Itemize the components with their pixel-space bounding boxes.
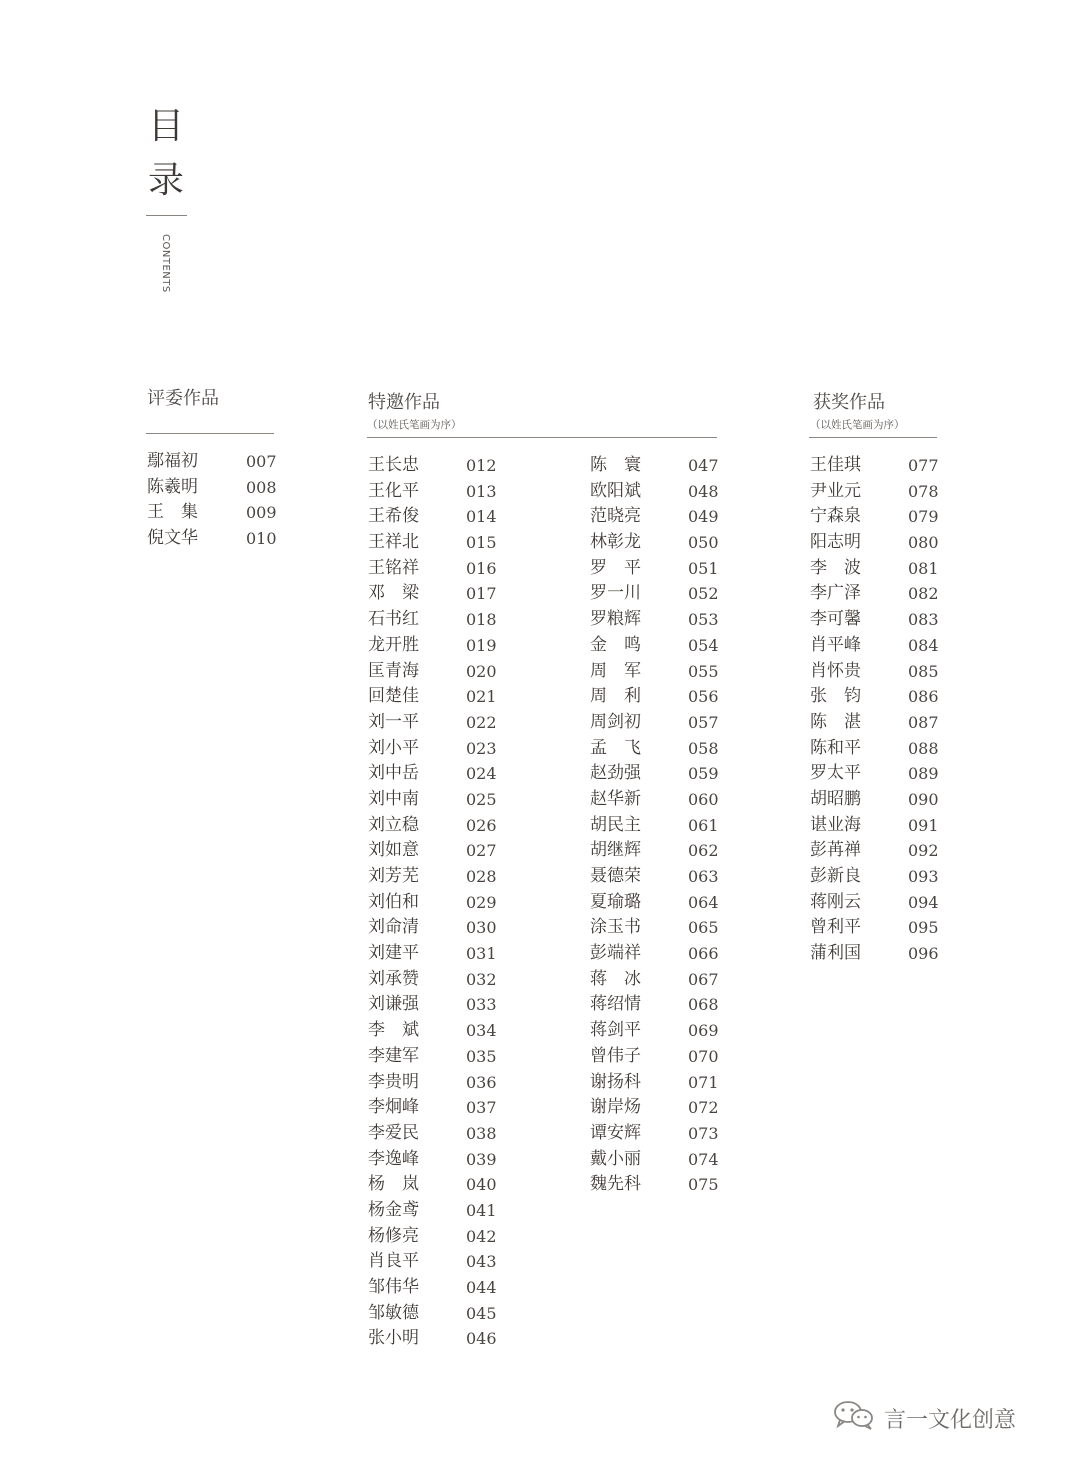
toc-entry [590,736,725,762]
toc-title-char: 录 [147,160,184,201]
wechat-icon [832,1399,876,1437]
entry-name: 尹业元 [810,480,861,501]
entry-page-number: 041 [466,1200,497,1220]
toc-entry [368,787,503,813]
entry-name: 刘命清 [368,917,419,938]
entry-page-number: 064 [688,892,719,912]
entry-page-number: 031 [466,944,497,964]
toc-entry [810,530,945,556]
entry-name: 王佳琪 [810,455,861,475]
entry-name: 罗太平 [810,763,861,784]
entry-page-number: 018 [466,610,497,630]
section-title-judges: 评委作品 [147,388,219,409]
toc-entry [368,813,503,839]
entry-name: 回楚佳 [368,686,419,707]
entry-page-number: 066 [688,944,719,964]
toc-entry [810,890,945,916]
toc-entry [810,607,945,633]
entry-name: 宁森泉 [810,506,861,527]
toc-entry [368,1070,503,1096]
toc-entry [810,761,945,787]
entry-page-number: 069 [688,1021,719,1041]
entry-name: 曾伟子 [590,1045,641,1066]
entry-page-number: 096 [908,944,939,964]
toc-entry [368,1147,503,1173]
toc-entry [368,1301,503,1327]
entry-name: 王长忠 [368,455,419,475]
entry-page-number: 079 [908,507,939,527]
entry-page-number: 092 [908,841,939,861]
entry-name: 周 利 [590,686,641,707]
toc-entry [810,864,945,890]
entry-name: 刘中南 [368,788,419,809]
entry-page-number: 058 [688,738,719,758]
entry-page-number: 045 [466,1303,497,1323]
entry-page-number: 049 [688,507,719,527]
toc-entry [368,1224,503,1250]
entry-page-number: 070 [688,1046,719,1066]
entry-page-number: 008 [246,477,277,497]
toc-entry [590,479,725,505]
entry-name: 阳志明 [810,532,861,553]
entry-page-number: 013 [466,481,497,501]
entry-name: 谢扬科 [590,1071,641,1092]
entry-name: 刘一平 [368,711,419,732]
entry-page-number: 060 [688,789,719,809]
entry-name: 肖平峰 [810,634,861,655]
entry-page-number: 059 [688,764,719,784]
entry-page-number: 052 [688,584,719,604]
entry-page-number: 081 [908,558,939,578]
entry-page-number: 046 [466,1329,497,1349]
toc-entry [368,581,503,607]
toc-entry [810,915,945,941]
entry-name: 蒋剑平 [590,1020,641,1041]
entry-page-number: 082 [908,584,939,604]
toc-entry [590,864,725,890]
toc-entry [368,607,503,633]
entry-page-number: 083 [908,610,939,630]
entry-name: 石书红 [368,609,419,630]
toc-entry [590,556,725,582]
entry-name: 李 波 [810,557,861,578]
entry-page-number: 012 [466,456,497,475]
awards-list [810,453,945,967]
entry-name: 赵劲强 [590,763,641,784]
entry-name: 王祥北 [368,532,419,553]
entry-name: 倪文华 [147,528,198,549]
entry-page-number: 095 [908,918,939,938]
entry-page-number: 091 [908,815,939,835]
entry-name: 曾利平 [810,917,861,938]
entry-page-number: 036 [466,1072,497,1092]
toc-entry [368,530,503,556]
entry-page-number: 055 [688,661,719,681]
entry-name: 邹敏德 [368,1302,419,1323]
entry-page-number: 021 [466,687,497,707]
entry-name: 李爱民 [368,1122,419,1143]
judges-list [147,449,282,552]
entry-page-number: 032 [466,969,497,989]
toc-entry [590,838,725,864]
toc-entry [590,1147,725,1173]
entry-name: 彭新良 [810,866,861,886]
entry-name: 李可馨 [810,609,861,630]
toc-entry [590,684,725,710]
entry-name: 李逸峰 [368,1148,419,1169]
toc-entry [368,1326,503,1352]
entry-page-number: 063 [688,867,719,886]
entry-page-number: 080 [908,533,939,553]
entry-page-number: 029 [466,892,497,912]
entry-page-number: 047 [688,456,719,475]
entry-name: 蒲利国 [810,943,861,964]
toc-entry [368,890,503,916]
entry-name: 谢岸炀 [590,1097,641,1118]
toc-entry [810,453,945,479]
entry-name: 聂德荣 [590,866,641,886]
toc-entry [368,659,503,685]
toc-entry [810,504,945,530]
entry-page-number: 073 [688,1123,719,1143]
watermark [832,1400,1016,1436]
toc-entry [147,500,282,526]
toc-entry [810,838,945,864]
toc-entry [810,941,945,967]
entry-page-number: 078 [908,481,939,501]
toc-entry [590,504,725,530]
toc-entry [590,1018,725,1044]
toc-entry [810,556,945,582]
toc-entry [590,813,725,839]
toc-entry [368,1095,503,1121]
section-title-awards: 获奖作品 [813,392,885,413]
entry-page-number: 065 [688,918,719,938]
toc-entry [368,1018,503,1044]
entry-name: 陈 湛 [810,711,861,732]
entry-page-number: 061 [688,815,719,835]
entry-page-number: 028 [466,867,497,886]
toc-entry [590,1070,725,1096]
entry-name: 胡昭鹏 [810,788,861,809]
entry-name: 蒋绍情 [590,994,641,1015]
entry-name: 刘建平 [368,943,419,964]
toc-entry [590,1095,725,1121]
entry-name: 涂玉书 [590,917,641,938]
entry-page-number: 084 [908,635,939,655]
entry-name: 杨 岚 [368,1174,419,1195]
entry-name: 李建军 [368,1045,419,1066]
entry-name: 刘伯和 [368,891,419,912]
entry-page-number: 053 [688,610,719,630]
toc-entry [368,967,503,993]
toc-entry [590,607,725,633]
entry-name: 陈和平 [810,737,861,758]
entry-name: 范晓亮 [590,506,641,527]
toc-entry [590,633,725,659]
entry-name: 肖怀贵 [810,660,861,681]
entry-page-number: 034 [466,1021,497,1041]
toc-entry [147,526,282,552]
toc-entry [590,530,725,556]
entry-name: 鄢福初 [147,451,198,471]
entry-page-number: 033 [466,995,497,1015]
entry-name: 胡继辉 [590,840,641,861]
entry-name: 邹伟华 [368,1277,419,1297]
entry-page-number: 056 [688,687,719,707]
toc-entry [590,581,725,607]
toc-entry [368,1044,503,1070]
entry-page-number: 043 [466,1252,497,1272]
entry-name: 李 斌 [368,1020,419,1041]
entry-name: 金 鸣 [590,634,641,655]
toc-entry [590,787,725,813]
entry-name: 刘芳芜 [368,866,419,886]
toc-entry [810,710,945,736]
entry-page-number: 022 [466,712,497,732]
watermark-text: 言一文化创意 [884,1407,1017,1433]
toc-entry [368,864,503,890]
toc-entry [810,581,945,607]
entry-name: 孟 飞 [590,737,641,758]
toc-entry [368,710,503,736]
entry-page-number: 074 [688,1149,719,1169]
toc-entry [590,710,725,736]
toc-entry [147,449,282,475]
entry-page-number: 016 [466,558,497,578]
entry-page-number: 035 [466,1046,497,1066]
entry-name: 陈羲明 [147,476,198,497]
entry-page-number: 015 [466,533,497,553]
toc-entry [590,992,725,1018]
toc-entry [590,1121,725,1147]
toc-entry [368,1275,503,1301]
contents-label: CONTENTS [160,234,171,293]
section-note-awards: （以姓氏笔画为序） [810,419,905,431]
entry-page-number: 093 [908,867,939,886]
toc-entry [368,838,503,864]
entry-page-number: 024 [466,764,497,784]
entry-page-number: 048 [688,481,719,501]
entry-name: 欧阳斌 [590,480,641,501]
toc-entry [368,556,503,582]
toc-entry [590,659,725,685]
entry-name: 周剑初 [590,711,641,732]
toc-entry [368,504,503,530]
entry-name: 肖良平 [368,1251,419,1272]
entry-name: 谭安辉 [590,1122,641,1143]
toc-entry [368,1172,503,1198]
entry-name: 李炯峰 [368,1097,419,1118]
entry-page-number: 044 [466,1278,497,1297]
toc-entry [368,1249,503,1275]
entry-name: 王化平 [368,480,419,501]
section-divider-awards [809,437,937,438]
entry-name: 胡民主 [590,814,641,835]
title-divider [146,215,187,216]
entry-page-number: 068 [688,995,719,1015]
entry-name: 林彰龙 [590,532,641,553]
entry-name: 李贵明 [368,1071,419,1092]
entry-page-number: 019 [466,635,497,655]
entry-page-number: 067 [688,969,719,989]
entry-name: 罗粮辉 [590,609,641,630]
entry-name: 蒋刚云 [810,891,861,912]
toc-entry [590,453,725,479]
entry-page-number: 040 [466,1175,497,1195]
toc-entry [810,633,945,659]
toc-entry [590,915,725,941]
entry-page-number: 030 [466,918,497,938]
section-divider-judges [146,433,274,434]
toc-entry [810,736,945,762]
entry-page-number: 026 [466,815,497,835]
entry-name: 谌业海 [810,814,861,835]
entry-name: 刘中岳 [368,763,419,784]
invited-list-column-1 [368,453,503,1352]
entry-name: 周 军 [590,660,641,681]
toc-entry [810,479,945,505]
entry-name: 彭苒禅 [810,840,861,861]
toc-entry [810,787,945,813]
entry-name: 陈 寰 [590,455,641,475]
entry-name: 刘立稳 [368,814,419,835]
toc-entry [147,475,282,501]
entry-page-number: 039 [466,1149,497,1169]
toc-entry [810,684,945,710]
entry-name: 刘承赞 [368,968,419,989]
toc-title-char: 目 [147,106,184,147]
toc-entry [368,633,503,659]
entry-name: 邓 梁 [368,583,419,604]
entry-page-number: 057 [688,712,719,732]
toc-entry [590,890,725,916]
toc-entry [368,736,503,762]
entry-name: 匡青海 [368,660,419,681]
entry-name: 刘如意 [368,840,419,861]
entry-name: 杨金鸢 [368,1199,419,1220]
entry-page-number: 086 [908,687,939,707]
entry-name: 罗一川 [590,583,641,604]
entry-page-number: 025 [466,789,497,809]
toc-entry [368,1121,503,1147]
entry-name: 张小明 [368,1328,419,1349]
entry-page-number: 027 [466,841,497,861]
invited-list-column-2 [590,453,725,1198]
entry-name: 龙开胜 [368,634,419,655]
section-divider-invited [367,437,717,438]
toc-entry [368,915,503,941]
entry-page-number: 062 [688,841,719,861]
entry-page-number: 010 [246,529,277,549]
entry-name: 李广泽 [810,583,861,604]
toc-entry [368,992,503,1018]
entry-page-number: 014 [466,507,497,527]
entry-name: 夏瑜璐 [590,891,641,912]
entry-page-number: 020 [466,661,497,681]
toc-entry [368,684,503,710]
entry-page-number: 037 [466,1098,497,1118]
section-title-invited: 特邀作品 [368,392,440,413]
entry-name: 王铭祥 [368,557,419,578]
entry-page-number: 094 [908,892,939,912]
entry-name: 王希俊 [368,506,419,527]
toc-entry [590,941,725,967]
entry-page-number: 077 [908,456,939,475]
entry-name: 蒋 冰 [590,968,641,989]
toc-entry [368,941,503,967]
entry-page-number: 088 [908,738,939,758]
entry-page-number: 085 [908,661,939,681]
entry-page-number: 051 [688,558,719,578]
entry-name: 刘谦强 [368,994,419,1015]
toc-entry [590,1044,725,1070]
entry-name: 彭端祥 [590,943,641,964]
entry-name: 王 集 [147,502,198,523]
toc-title [146,100,188,208]
entry-page-number: 054 [688,635,719,655]
toc-entry [590,967,725,993]
entry-page-number: 071 [688,1072,719,1092]
entry-name: 刘小平 [368,737,419,758]
entry-name: 魏先科 [590,1174,641,1195]
entry-page-number: 072 [688,1098,719,1118]
entry-name: 罗 平 [590,557,641,578]
toc-entry [590,1172,725,1198]
toc-entry [368,761,503,787]
entry-name: 杨修亮 [368,1225,419,1246]
entry-page-number: 009 [246,503,277,523]
toc-entry [810,659,945,685]
entry-name: 赵华新 [590,788,641,809]
entry-page-number: 050 [688,533,719,553]
entry-page-number: 087 [908,712,939,732]
toc-entry [368,453,503,479]
entry-page-number: 090 [908,789,939,809]
entry-page-number: 089 [908,764,939,784]
entry-page-number: 075 [688,1175,719,1195]
toc-entry [368,1198,503,1224]
entry-page-number: 042 [466,1226,497,1246]
entry-page-number: 038 [466,1123,497,1143]
toc-entry [590,761,725,787]
entry-page-number: 023 [466,738,497,758]
entry-name: 戴小丽 [590,1148,641,1169]
entry-page-number: 017 [466,584,497,604]
toc-entry [810,813,945,839]
section-note-invited: （以姓氏笔画为序） [367,419,462,431]
entry-page-number: 007 [246,452,277,471]
entry-name: 张 钧 [810,686,861,707]
toc-entry [368,479,503,505]
